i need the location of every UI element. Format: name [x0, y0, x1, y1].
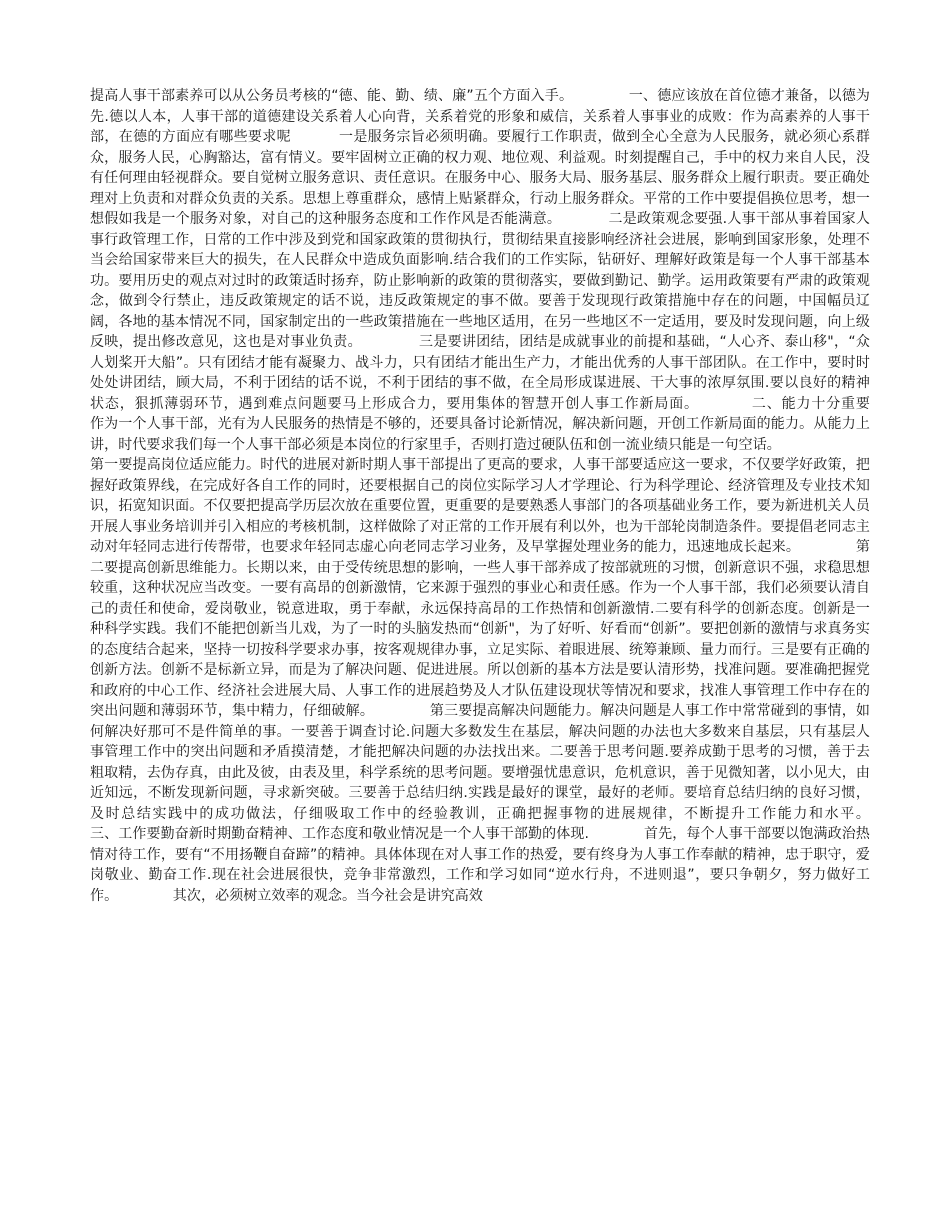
- paragraph: 第一要提高岗位适应能力。时代的进展对新时期人事干部提出了更高的要求，人事干部要适应这一要求，不仅要学好政策，把握好政策界线，在完成好各自工作的同时，还要根据自己的岗位实际学习人才学理论、行为科学理论、经济管理及专业技术知识，拓宽知识面。不仅要把提高学历层次放在重要位置，更重要的是要熟悉人事部门的各项基础业务工作，要为新进机关人员开展人事业务培训并引入相应的考核机制，这样做除了对正常的工作开展有利以外，也为干部轮岗制造条件。要提倡老同志主动对年轻同志进行传帮带，也要求年轻同志虚心向老同志学习业务，及早掌握处理业务的能力，迅速地成长起来。 第二要提高创新思维能力。长期以来，由于受传统思想的影响，一些人事干部养成了按部就班的习惯，创新意识不强，求稳思想较重，这种状况应当改变。一要有高昂的创新激情，它来源于强烈的事业心和责任感。作为一个人事干部，我们必须要认清自己的责任和使命，爱岗敬业，锐意进取，勇于奉献，永远保持高昂的工作热情和创新激情.二要有科学的创新态度。创新是一种科学实践。我们不能把创新当儿戏，为了一时的头脑发热而“创新"，为了好听、好看而“创新”。要把创新的激情与求真务实的态度结合起来，坚持一切按科学要求办事，按客观规律办事，立足实际、着眼进展、统筹兼顾、量力而行。三是要有正确的创新方法。创新不是标新立异，而是为了解决问题、促进进展。所以创新的基本方法是要认清形势，找准问题。要准确把握党和政府的中心工作、经济社会进展大局、人事工作的进展趋势及人才队伍建设现状等情况和要求，找准人事管理工作中存在的突出问题和薄弱环节，集中精力，仔细破解。 第三要提高解决问题能力。解决问题是人事工作中常常碰到的事情，如何解决好那可不是件简单的事。一要善于调查讨论.问题大多数发生在基层，解决问题的办法也大多数来自基层，只有基层人事管理工作中的突出问题和矛盾摸清楚，才能把解决问题的办法找出来。二要善于思考问题.要养成勤于思考的习惯，善于去粗取精，去伪存真，由此及彼，由表及里，科学系统的思考问题。要增强忧患意识，危机意识，善于见微知著，以小见大，由近知远，不断发现新问题，寻求新突破。三要善于总结归纳.实践是最好的课堂，最好的老师。要培育总结归纳的良好习惯，及时总结实践中的成功做法，仔细吸取工作中的经验教训，正确把握事物的进展规律，不断提升工作能力和水平。 三、工作要勤奋新时期勤奋精神、工作态度和敬业情况是一个人事干部勤的体现. 首先，每个人事干部要以饱满政治热情对待工作，要有“不用扬鞭自奋蹄”的精神。具体体现在对人事工作的热爱，要有终身为人事工作奉献的精神，忠于职守，爱岗敬业、勤奋工作.现在社会进展很快，竞争非常激烈，工作和学习如同“逆水行舟，不进则退”，要只争朝夕，努力做好工作。 其次，必须树立效率的观念。当今社会是讲究高效: [90, 457, 925, 904]
- document-body: [90, 86, 925, 906]
- paragraph: 提高人事干部素养可以从公务员考核的“德、能、勤、绩、廉”五个方面入手。 一、德应该放在首位德才兼备，以德为先.德以人本，人事干部的道德建设关系着人心向背，关系着党的形象和威信，关系着人事事业的成败：作为高素养的人事干部，在德的方面应有哪些要求呢 一是服务宗旨必须明确。要履行工作职责，做到全心全意为人民服务，就必须心系群众，服务人民，心胸豁达，富有情义。要牢固树立正确的权力观、地位观、利益观。时刻提醒自己，手中的权力来自人民，没有任何理由轻视群众。要自觉树立服务意识、责任意识。在服务中心、服务大局、服务基层、服务群众上履行职责。要正确处理对上负责和对群众负责的关系。思想上尊重群众，感情上贴紧群众，行动上服务群众。平常的工作中要提倡换位思考，想一想假如我是一个服务对象，对自己的这种服务态度和工作作风是否能满意。 二是政策观念要强.人事干部从事着国家人事行政管理工作，日常的工作中涉及到党和国家政策的贯彻执行，贯彻结果直接影响经济社会进展，影响到国家形象，处理不当会给国家带来巨大的损失，在人民群众中造成负面影响.结合我们的工作实际，钻研好、理解好政策是每一个人事干部基本功。要用历史的观点对过时的政策适时扬弃，防止影响新的政策的贯彻落实，要做到勤记、勤学。运用政策要有严肃的政策观念，做到令行禁止，违反政策规定的话不说，违反政策规定的事不做。要善于发现现行政策措施中存在的问题，中国幅员辽阔，各地的基本情况不同，国家制定出的一些政策措施在一些地区适用，在另一些地区不一定适用，要及时发现问题，向上级反映，提出修改意见，这也是对事业负责。 三是要讲团结，团结是成就事业的前提和基础，“人心齐、泰山移"，“众人划桨开大船”。只有团结才能有凝聚力、战斗力，只有团结才能出生产力，才能出优秀的人事干部团队。在工作中，要时时处处讲团结，顾大局，不利于团结的话不说，不利于团结的事不做，在全局形成谋进展、干大事的浓厚氛围.要以良好的精神状态，狠抓薄弱环节，遇到难点问题要马上形成合力，要用集体的智慧开创人事工作新局面。 二、能力十分重要 作为一个人事干部，光有为人民服务的热情是不够的，还要具备讨论新情况，解决新问题，开创工作新局面的能力。从能力上讲，时代要求我们每一个人事干部必须是本岗位的行家里手，否则打造过硬队伍和创一流业绩只能是一句空话。: [90, 88, 925, 453]
